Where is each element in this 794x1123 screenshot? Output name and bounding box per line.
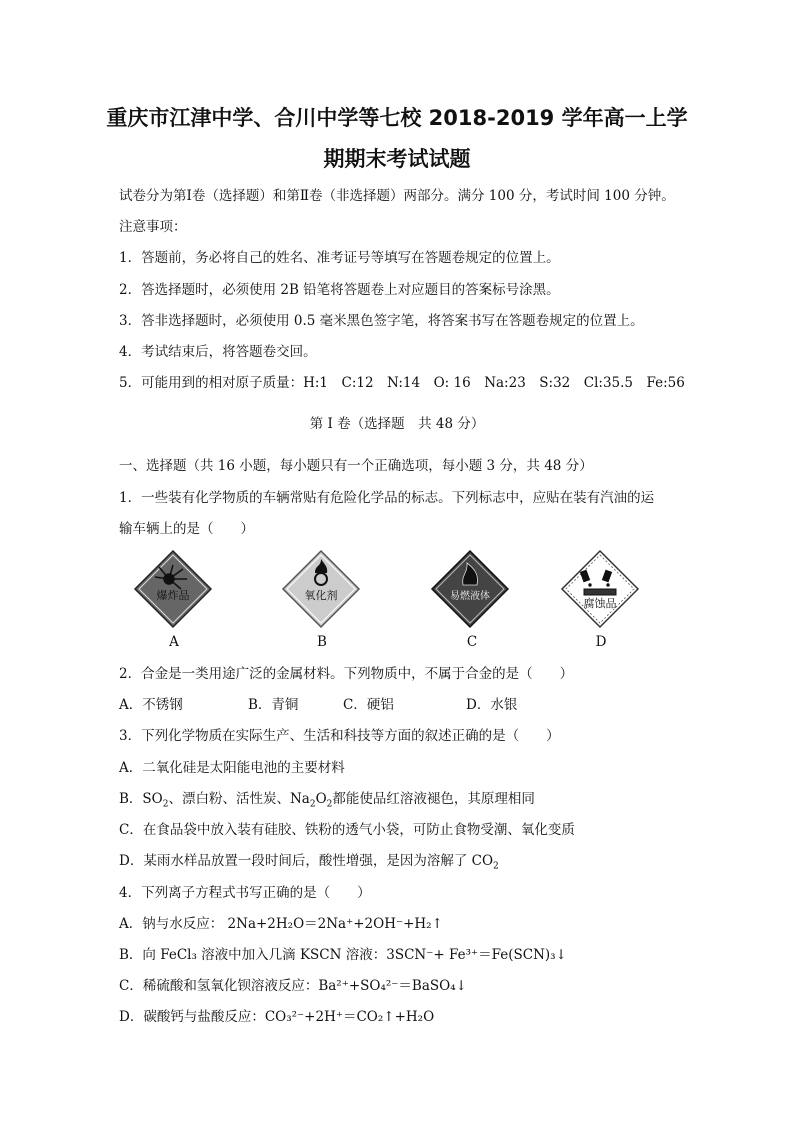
flammable-liquid-sign-label: 易燃液体 [450, 591, 490, 602]
q4-stem: 4．下列离子方程式书写正确的是（ ） [119, 885, 371, 901]
q3-option-b [119, 790, 535, 814]
exam-title-line1: 重庆市江津中学、合川中学等七校 2018-2019 学年高一上学 [106, 106, 688, 130]
q4-option-b: B．向 FeCl₃ 溶液中加入几滴 KSCN 溶液：3SCN⁻+ Fe³⁺＝Fe(SCN)₃↓ [119, 947, 567, 963]
note-5: 5．可能用到的相对原子质量：H:1 C:12 N:14 O: 16 Na:23 S:32 Cl:35.5 Fe:56 [119, 375, 685, 391]
q1-stem-line2: 输车辆上的是（ ） [119, 521, 254, 537]
exam-intro: 试卷分为第Ⅰ卷（选择题）和第Ⅱ卷（非选择题）两部分。满分 100 分，考试时间 100 分钟。 [119, 188, 675, 204]
q4-option-a: A．钠与水反应： 2Na+2H₂O＝2Na⁺+2OH⁻+H₂↑ [119, 916, 443, 932]
q2-option-a: A．不锈钢 [119, 697, 183, 713]
section-title: 第 I 卷（选择题 共 48 分） [309, 416, 485, 432]
q3-option-c: C．在食品袋中放入装有硅胶、铁粉的透气小袋，可防止食物受潮、氧化变质 [119, 822, 575, 838]
oxidizer-sign [281, 549, 361, 629]
explosive-sign-label: 爆炸品 [156, 589, 190, 602]
oxidizer-sign-label: 氧化剂 [304, 589, 338, 602]
q3-option-d [119, 852, 499, 876]
q3-b-text: B．SO [119, 791, 163, 807]
q3-b-text: 都能使品红溶液褪色，其原理相同 [332, 791, 535, 807]
q2-stem: 2．合金是一类用途广泛的金属材料。下列物质中，不属于合金的是（ ） [119, 666, 574, 682]
q3-d-text: D．某雨水样品放置一段时间后，酸性增强，是因为溶解了 CO [119, 853, 494, 869]
q3-d-sub: 2 [493, 861, 499, 872]
note-2: 2．答选择题时，必须使用 2B 铅笔将答题卷上对应题目的答案标号涂黑。 [119, 282, 560, 298]
note-3: 3．答非选择题时，必须使用 0.5 毫米黑色签字笔，将答案书写在答题卷规定的位置上。 [119, 313, 644, 329]
q2-option-b: B．青铜 [248, 697, 299, 713]
explosive-sign [133, 549, 213, 629]
q3-b-sub: 2 [162, 799, 169, 810]
q4-option-d: D．碳酸钙与盐酸反应：CO₃²⁻+2H⁺＝CO₂↑+H₂O [119, 1009, 435, 1025]
q3-b-sub: 2 [326, 799, 333, 810]
q3-option-a: A．二氧化硅是太阳能电池的主要材料 [119, 760, 345, 776]
sign-letter-c: C [466, 634, 478, 650]
q2-option-d: D．水银 [466, 697, 518, 713]
q3-stem: 3．下列化学物质在实际生产、生活和科技等方面的叙述正确的是（ ） [119, 728, 560, 744]
corrosive-sign [560, 549, 640, 629]
note-4: 4．考试结束后，将答题卷交回。 [119, 344, 317, 360]
sign-letter-a: A [169, 634, 179, 650]
q2-option-c: C．硬铝 [343, 697, 394, 713]
note-1: 1．答题前，务必将自己的姓名、准考证号等填写在答题卷规定的位置上。 [119, 250, 560, 266]
sign-letter-b: B [317, 634, 327, 650]
q3-b-text: 、漂白粉、活性炭、Na [168, 791, 310, 807]
part-heading: 一、选择题（共 16 小题，每小题只有一个正确选项，每小题 3 分，共 48 分） [119, 458, 593, 474]
q1-stem-line1: 1．一些装有化学物质的车辆常贴有危险化学品的标志。下列标志中，应贴在装有汽油的运 [119, 490, 655, 506]
q3-b-text: O [315, 791, 327, 807]
q3-b-sub: 2 [309, 799, 316, 810]
q4-option-c: C．稀硫酸和氢氧化钡溶液反应：Ba²⁺+SO₄²⁻＝BaSO₄↓ [119, 978, 467, 994]
corrosive-sign-label: 腐蚀品 [583, 597, 617, 610]
exam-title-line2: 期期末考试试题 [323, 147, 471, 171]
sign-letter-d: D [595, 634, 607, 650]
notes-heading: 注意事项： [119, 219, 187, 235]
flammable-liquid-sign [430, 549, 510, 629]
